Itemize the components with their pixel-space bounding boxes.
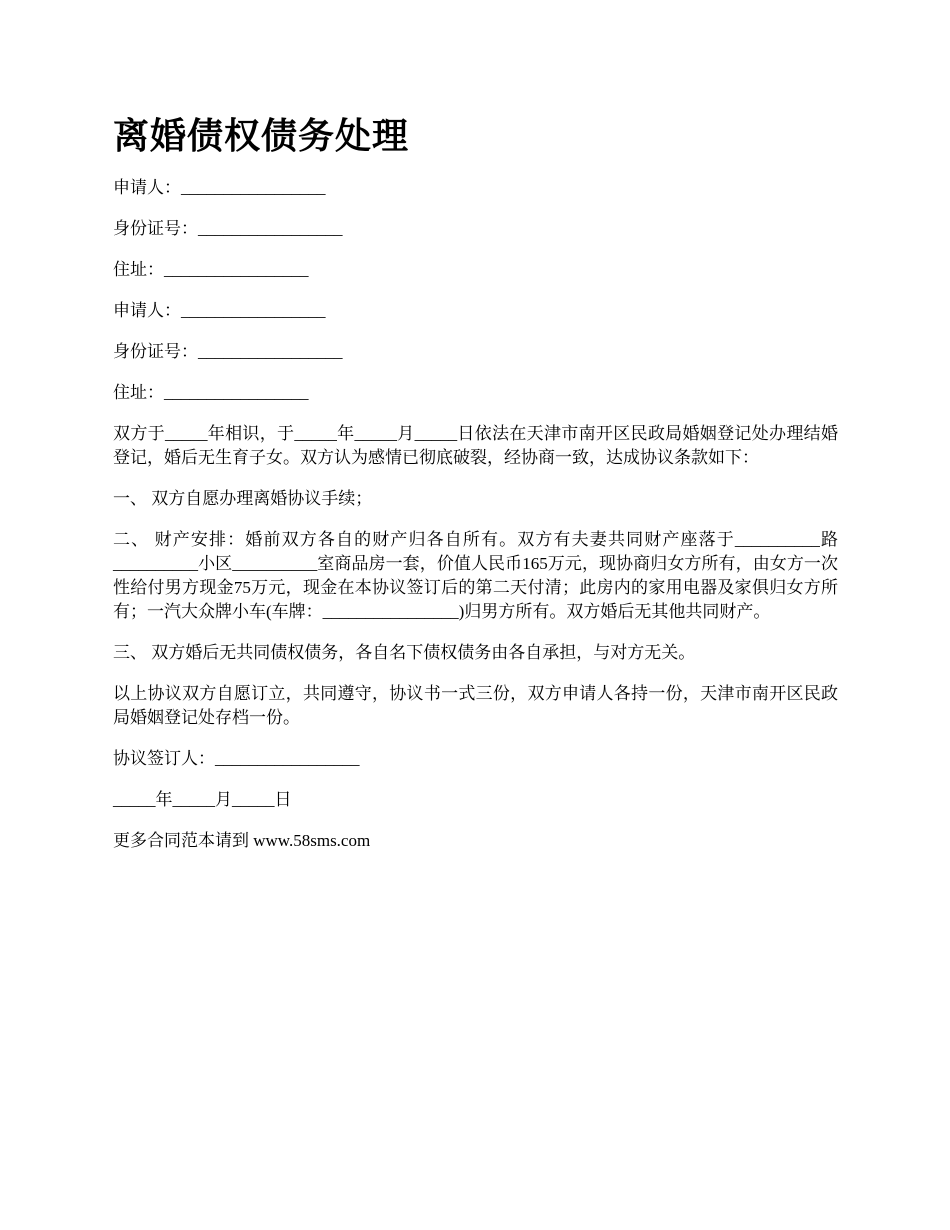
clause-2: 二、 财产安排：婚前双方各自的财产归各自所有。双方有夫妻共同财产座落于__________路__________小区__________室商品房一套，价值人民币165万元，现协商归女方所有，由女方一次性给付男方现金75万元，现金在本协议签订后的第二天付清；此房内的家用电器及家俱归女方所有；一汽大众牌小车(车牌：________________)归男方所有。双方婚后无其他共同财产。 xyxy=(113,530,838,621)
document-title: 离婚债权债务处理 xyxy=(113,116,410,156)
applicant1-id-field: 身份证号：_________________ xyxy=(113,219,343,238)
intro-paragraph: 双方于_____年相识，于_____年_____月_____日依法在天津市南开区民政局婚姻登记处办理结婚登记，婚后无生育子女。双方认为感情已彻底破裂，经协商一致，达成协议条款如下： xyxy=(113,424,838,467)
document-page xyxy=(113,110,838,870)
applicant1-address-field: 住址：_________________ xyxy=(113,260,309,279)
footer-link-text: 更多合同范本请到 www.58sms.com xyxy=(113,831,371,850)
applicant2-id-field: 身份证号：_________________ xyxy=(113,342,343,361)
applicant2-address-field: 住址：_________________ xyxy=(113,383,309,402)
applicant2-name-field: 申请人：_________________ xyxy=(113,301,326,320)
closing-paragraph: 以上协议双方自愿订立，共同遵守，协议书一式三份，双方申请人各持一份，天津市南开区民政局婚姻登记处存档一份。 xyxy=(113,684,838,727)
clause-3: 三、 双方婚后无共同债权债务，各自名下债权债务由各自承担，与对方无关。 xyxy=(113,643,696,662)
date-field: _____年_____月_____日 xyxy=(113,790,292,809)
signatory-field: 协议签订人：_________________ xyxy=(113,749,360,768)
clause-1: 一、 双方自愿办理离婚协议手续； xyxy=(113,489,373,508)
applicant1-name-field: 申请人：_________________ xyxy=(113,178,326,197)
